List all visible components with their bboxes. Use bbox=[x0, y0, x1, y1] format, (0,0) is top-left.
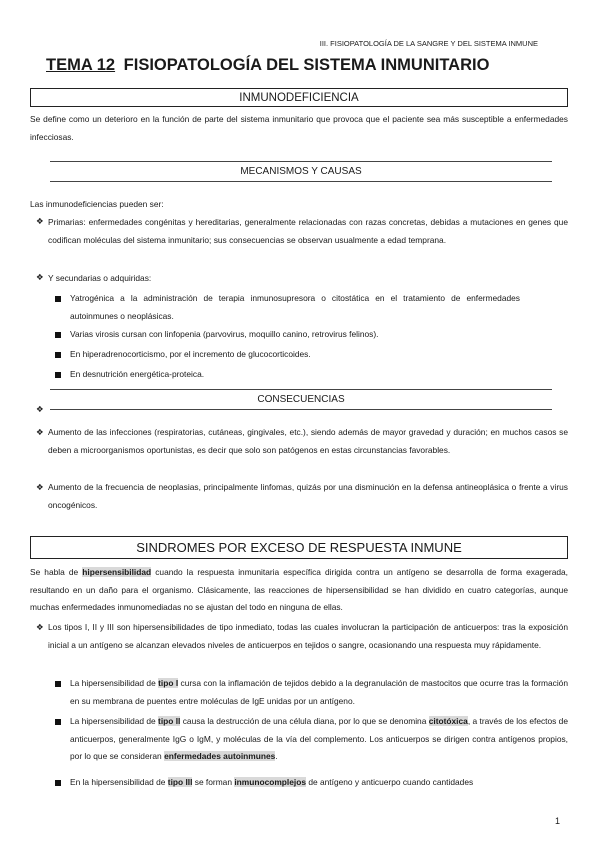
term-highlight: inmunocomplejos bbox=[234, 777, 307, 787]
heading-consecuencias-text: CONSECUENCIAS bbox=[257, 394, 345, 405]
consecuencia-item: Aumento de la frecuencia de neoplasias, principalmente linfomas, quizás por una disminución en la defensa antineoplásica o frente a virus oncogénicos. bbox=[48, 482, 568, 510]
diamond-bullet-icon: ❖ bbox=[36, 482, 44, 492]
tipo3-item: En la hipersensibilidad de tipo III se forman inmunocomplejos de antígeno y anticuerpo cuando cantidades bbox=[70, 777, 474, 787]
term-highlight: enfermedades autoinmunes bbox=[164, 751, 276, 761]
term-highlight: tipo II bbox=[158, 716, 181, 726]
secundarias-subitem: En desnutrición energética-proteica. bbox=[70, 369, 205, 379]
term-highlight: tipo III bbox=[167, 777, 193, 787]
secundarias-subitem: En hiperadrenocorticismo, por el incremento de glucocorticoides. bbox=[70, 349, 311, 359]
page-number: 1 bbox=[554, 816, 560, 826]
mecanismos-intro: Las inmunodeficiencias pueden ser: bbox=[30, 199, 164, 209]
divider bbox=[50, 409, 552, 410]
term-highlight: hipersensibilidad bbox=[82, 567, 152, 577]
term-highlight: tipo I bbox=[158, 678, 179, 688]
consecuencia-item: Aumento de las infecciones (respiratorias, cutáneas, gingivales, etc.), siendo además de mayor gravedad y duración; en muchos casos se deben a microorganismos oportunistas, es decir que solo son patógenos en estas circunstancias favorables. bbox=[48, 427, 568, 455]
heading-mecanismos-text: MECANISMOS Y CAUSAS bbox=[240, 166, 362, 177]
square-bullet-icon bbox=[55, 332, 61, 338]
square-bullet-icon bbox=[55, 372, 61, 378]
secundarias-subitem: Yatrogénica a la administración de terapia inmunosupresora o citostática en el tratamiento de enfermedades autoinmunes o neoplásicas. bbox=[70, 293, 520, 321]
diamond-bullet-icon: ❖ bbox=[36, 404, 44, 414]
title-text: FISIOPATOLOGÍA DEL SISTEMA INMUNITARIO bbox=[123, 56, 490, 74]
secundarias-subitem: Varias virosis cursan con linfopenia (parvovirus, moquillo canino, retrovirus felinos). bbox=[70, 329, 379, 339]
diamond-bullet-icon: ❖ bbox=[36, 622, 44, 632]
heading-inmunodeficiencia: INMUNODEFICIENCIA bbox=[30, 88, 568, 107]
tipo2-item: La hipersensibilidad de tipo II causa la destrucción de una célula diana, por lo que se denomina citotóxica, a través de los efectos de anticuerpos, generalmente IgG o IgM, y moléculas de la vía del complemento. Los anticuerpos se dirigen contra antígenos propios, por lo que se consideran enfermedades autoinmunes. bbox=[70, 716, 568, 761]
hipersensibilidad-paragraph: Se habla de hipersensibilidad cuando la respuesta inmunitaria específica dirigida contra un antígeno se desarrolla de forma exagerada, resultando en un daño para el organismo. Clásicamente, las reacciones de hipersensibilidad se han dividido en cuatro categorías, aunque muchas enfermedades inmunomediadas no se ajustan del todo en ninguna de ellas. bbox=[30, 567, 568, 612]
tipo1-item: La hipersensibilidad de tipo I cursa con la inflamación de tejidos debido a la degranulación de mastocitos que ocurre tras la formación en su membrana de puentes entre moléculas de IgE unidas por un antígeno. bbox=[70, 678, 568, 706]
diamond-bullet-icon: ❖ bbox=[36, 427, 44, 437]
heading-sindromes: SINDROMES POR EXCESO DE RESPUESTA INMUNE bbox=[30, 536, 568, 559]
square-bullet-icon bbox=[55, 681, 61, 687]
definition-paragraph: Se define como un deterioro en la función de parte del sistema inmunitario que provoca que el paciente sea más susceptible a enfermedades infecciosas. bbox=[30, 114, 568, 142]
primarias-item: Primarias: enfermedades congénitas y hereditarias, generalmente relacionadas con razas concretas, debidas a mutaciones en genes que codifican moléculas del sistema inmunitario; sus consecuencias se observan usualmente a edad temprana. bbox=[48, 217, 568, 245]
square-bullet-icon bbox=[55, 719, 61, 725]
running-header: III. FISIOPATOLOGÍA DE LA SANGRE Y DEL SISTEMA INMUNE bbox=[319, 39, 538, 48]
divider bbox=[50, 181, 552, 182]
square-bullet-icon bbox=[55, 352, 61, 358]
tipos-intro-item: Los tipos I, II y III son hipersensibilidades de tipo inmediato, todas las cuales involucran la participación de anticuerpos: tras la exposición inicial a un antígeno se alcanzan elevados niveles de anticuerpos en tejidos o sangre, ocasionando una respuesta muy rápidamente. bbox=[48, 622, 568, 650]
diamond-bullet-icon: ❖ bbox=[36, 216, 44, 226]
diamond-bullet-icon: ❖ bbox=[36, 272, 44, 282]
document-title bbox=[46, 56, 489, 75]
heading-consecuencias bbox=[50, 389, 552, 408]
secundarias-item: Y secundarias o adquiridas: bbox=[48, 273, 152, 283]
square-bullet-icon bbox=[55, 780, 61, 786]
square-bullet-icon bbox=[55, 296, 61, 302]
heading-mecanismos bbox=[50, 161, 552, 182]
tema-number: TEMA 12 bbox=[46, 56, 116, 74]
term-highlight: citotóxica bbox=[428, 716, 468, 726]
